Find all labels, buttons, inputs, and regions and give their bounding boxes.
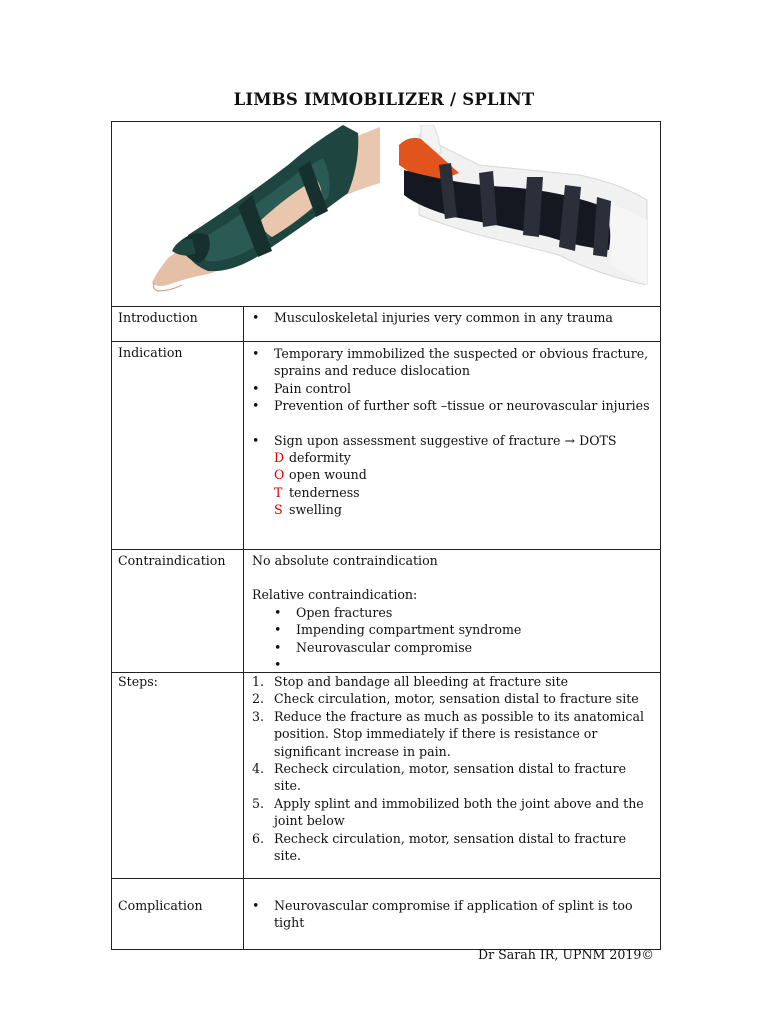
complication-row <box>112 879 661 950</box>
list-item: • Neurovascular compromise if application of splint is too tight <box>252 897 652 932</box>
image-row <box>112 122 661 307</box>
contraindication-row <box>112 550 661 673</box>
dots-text: swelling <box>289 502 342 518</box>
row-label: Contraindication <box>112 550 244 673</box>
step-item: 4. Recheck circulation, motor, sensation distal to fracture site. <box>252 761 627 794</box>
steps-row <box>112 673 661 879</box>
list-item: • Open fractures <box>274 604 652 621</box>
arm-splint-photo <box>148 123 382 293</box>
step-item: 5. Apply splint and immobilized both the joint above and the joint below <box>252 795 644 829</box>
list-item: • Impending compartment syndrome <box>274 621 652 638</box>
dots-text: open wound <box>289 467 367 483</box>
list-item: • Neurovascular compromise <box>274 639 652 656</box>
dots-letter: O <box>274 467 285 483</box>
dots-letter: D <box>274 450 285 466</box>
list-item: • Pain control <box>252 380 652 397</box>
row-label: Introduction <box>112 307 244 342</box>
page-title: LIMBS IMMOBILIZER / SPLINT <box>233 90 535 109</box>
dots-letter: S <box>274 502 283 518</box>
row-label: Steps: <box>112 673 244 879</box>
sign-text: Sign upon assessment suggestive of fracture <box>274 432 561 448</box>
step-item: 1. Stop and bandage all bleeding at fracture site <box>252 674 569 689</box>
absolute-text: No absolute contraindication <box>252 553 438 568</box>
relative-label: Relative contraindication: <box>252 587 418 603</box>
list-item: • Musculoskeletal injuries very common in any trauma <box>252 309 652 326</box>
dots-letter: T <box>274 484 283 500</box>
row-label: Indication <box>112 342 244 550</box>
footer-credit: Dr Sarah IR, UPNM 2019© <box>478 947 655 962</box>
row-label: Complication <box>112 879 244 950</box>
dots-word: DOTS <box>579 432 617 448</box>
list-item: • Temporary immobilized the suspected or obvious fracture, sprains and reduce dislocation <box>252 345 652 380</box>
introduction-row <box>112 307 661 342</box>
step-item: 3. Reduce the fracture as much as possible to its anatomical position. Stop immediately if there is resistance or significant increase in pain. <box>252 708 644 759</box>
step-item: 2. Check circulation, motor, sensation distal to fracture site <box>252 691 639 707</box>
indication-row <box>112 342 661 550</box>
dots-list <box>252 449 652 519</box>
step-item: 6. Recheck circulation, motor, sensation distal to fracture site. <box>252 830 627 864</box>
dots-text: deformity <box>289 450 351 466</box>
splint-table <box>111 121 661 950</box>
leg-splint-photo <box>399 125 649 285</box>
list-item <box>252 432 652 449</box>
arrow-icon: → <box>564 432 576 448</box>
dots-text: tenderness <box>289 484 360 500</box>
list-item: • Prevention of further soft –tissue or neurovascular injuries <box>252 397 652 414</box>
